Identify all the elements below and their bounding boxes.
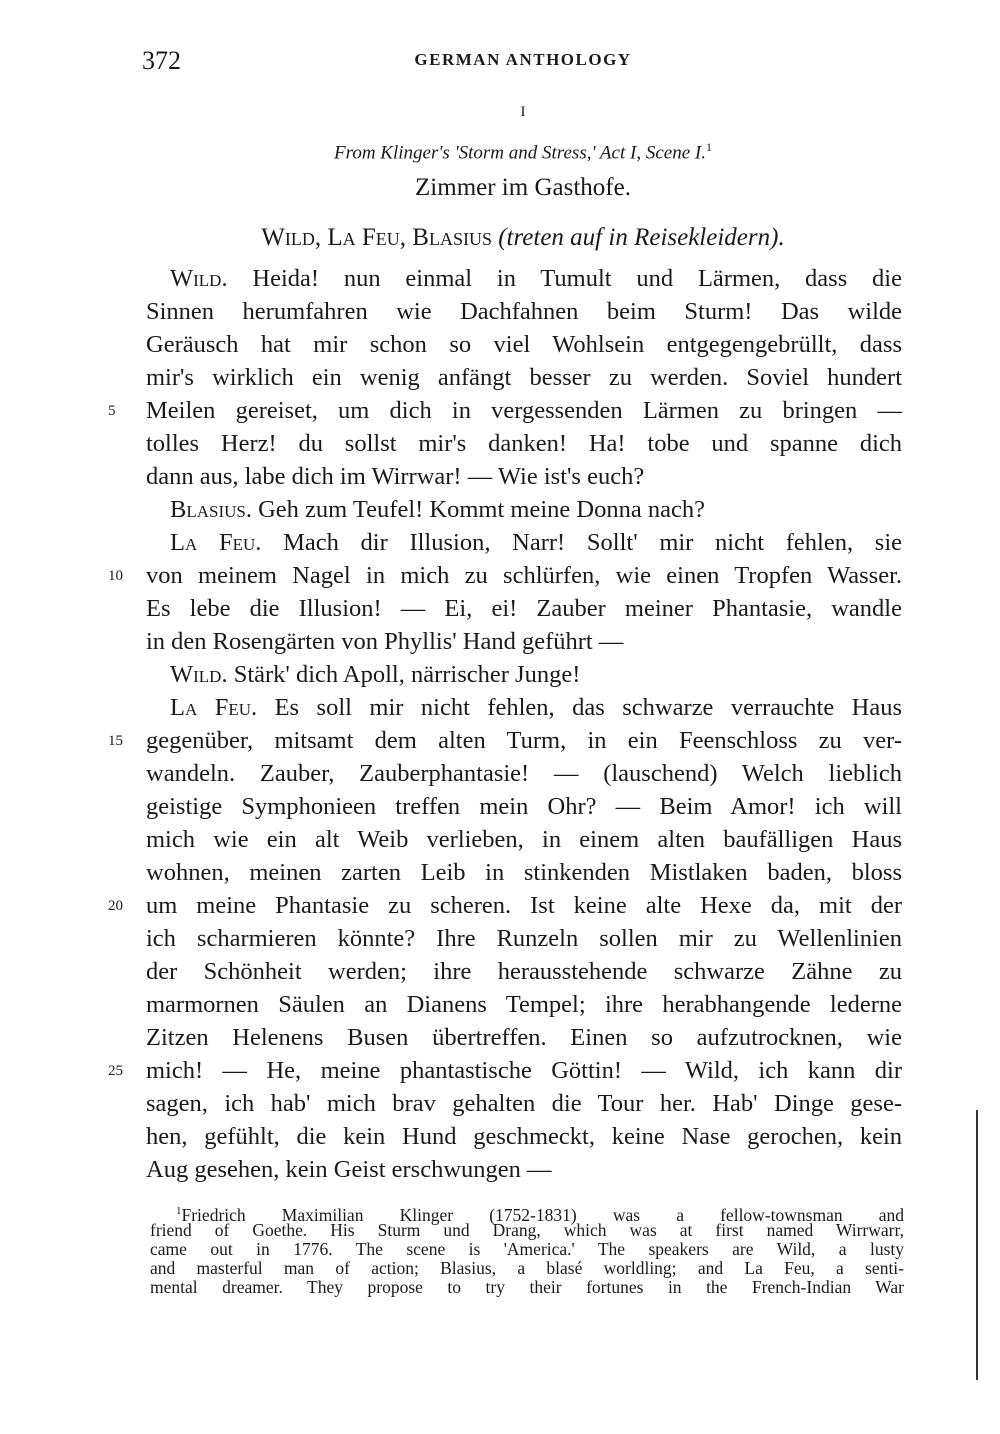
character-list (0, 224, 1000, 252)
text-line (146, 1120, 902, 1153)
speaker-name: Blasius. (170, 496, 252, 523)
line-text: Meilen gereiset, um dich in vergessenden Lärmen zu bringen — (146, 397, 902, 424)
text-line (146, 790, 902, 823)
speaker-name: La Feu. (170, 694, 258, 721)
text-line (108, 1054, 902, 1087)
line-number: 25 (108, 1063, 123, 1079)
footnote-line (150, 1278, 904, 1297)
footnote-line (150, 1202, 904, 1225)
line-text: mich wie ein alt Weib verlieben, in einem alten baufälligen Haus (146, 826, 902, 853)
speech-line (146, 658, 902, 691)
line-text: dann aus, labe dich im Wirrwar! — Wie ist's euch? (146, 463, 645, 490)
text-line (146, 592, 902, 625)
speech-line (146, 493, 902, 526)
source-text: From Klinger's 'Storm and Stress,' Act I, Scene I. (334, 142, 706, 164)
line-text: um meine Phantasie zu scheren. Ist keine alte Hexe da, mit der (146, 892, 902, 919)
line-text: gegenüber, mitsamt dem alten Turm, in ein Feenschloss zu ver- (146, 727, 902, 754)
stage-direction: (treten auf in Reisekleidern). (498, 224, 785, 251)
text-line (146, 460, 902, 493)
footnote-line (150, 1240, 904, 1259)
text-line (146, 856, 902, 889)
text-line (146, 328, 902, 361)
text-line (146, 922, 902, 955)
text-line (146, 1021, 902, 1054)
line-text: Stärk' dich Apoll, närrischer Junge! (233, 661, 581, 688)
footnote (150, 1202, 904, 1297)
page-header (142, 46, 904, 78)
line-number: 10 (108, 568, 123, 584)
footnote-text: and masterful man of action; Blasius, a blasé worldling; and La Feu, a senti- (150, 1258, 904, 1278)
text-line (146, 757, 902, 790)
footnote-text: friend of Goethe. His Sturm und Drang, which was at first named Wirrwarr, (150, 1220, 904, 1240)
text-line (108, 394, 902, 427)
text-line (146, 823, 902, 856)
line-text: Zitzen Helenens Busen übertreffen. Einen so aufzutrocknen, wie (146, 1024, 902, 1051)
line-text: in den Rosengärten von Phyllis' Hand geführt — (146, 628, 624, 655)
line-text: Geräusch hat mir schon so viel Wohlsein entgegengebrüllt, dass (146, 331, 902, 358)
line-text: Heida! nun einmal in Tumult und Lärmen, dass die (252, 265, 902, 292)
text-line (146, 361, 902, 394)
text-line (146, 1153, 902, 1186)
text-line (108, 559, 902, 592)
text-line (108, 889, 902, 922)
line-text: Aug gesehen, kein Geist erschwungen — (146, 1156, 552, 1183)
line-number: 5 (108, 403, 116, 419)
line-text: Es soll mir nicht fehlen, das schwarze verrauchte Haus (274, 694, 903, 721)
speaker-name: La Feu. (170, 529, 262, 556)
footnote-line (150, 1221, 904, 1240)
source-citation (0, 140, 1000, 164)
play-text (108, 262, 903, 1186)
line-number: 15 (108, 733, 123, 749)
line-text: geistige Symphonieen treffen mein Ohr? — Beim Amor! ich will (146, 793, 902, 820)
line-text: mich! — He, meine phantastische Göttin! — Wild, ich kann dir (146, 1057, 902, 1084)
line-text: Mach dir Illusion, Narr! Sollt' mir nicht fehlen, sie (283, 529, 902, 556)
margin-rule (976, 1110, 978, 1380)
text-line (146, 988, 902, 1021)
line-text: sagen, ich hab' mich brav gehalten die Tour her. Hab' Dinge gese- (146, 1090, 902, 1117)
line-text: mir's wirklich ein wenig anfängt besser zu werden. Soviel hundert (146, 364, 902, 391)
footnote-ref: 1 (705, 140, 712, 154)
footnote-mark: 1 (176, 1205, 182, 1217)
line-text: wandeln. Zauber, Zauberphantasie! — (lauschend) Welch lieblich (146, 760, 902, 787)
line-text: Geh zum Teufel! Kommt meine Donna nach? (258, 496, 705, 523)
speech-line (146, 526, 902, 559)
line-text: der Schönheit werden; ihre herausstehende schwarze Zähne zu (146, 958, 902, 985)
speaker-name: Wild. (170, 265, 228, 292)
text-line (146, 955, 902, 988)
speech-line (146, 262, 902, 295)
line-text: Sinnen herumfahren wie Dachfahnen beim Sturm! Das wilde (146, 298, 902, 325)
page-number: 372 (142, 46, 181, 75)
text-line (146, 427, 902, 460)
footnote-text: mental dreamer. They propose to try their fortunes in the French-Indian War (150, 1277, 904, 1297)
line-number: 20 (108, 898, 123, 914)
running-head: GERMAN ANTHOLOGY (414, 50, 632, 69)
text-line (108, 724, 902, 757)
footnote-text: came out in 1776. The scene is 'America.' The speakers are Wild, a lusty (150, 1239, 904, 1259)
line-text: Es lebe die Illusion! — Ei, ei! Zauber meiner Phantasie, wandle (146, 595, 902, 622)
section-number: I (520, 104, 526, 120)
footnote-line (150, 1259, 904, 1278)
line-text: ich scharmieren könnte? Ihre Runzeln sollen mir zu Wellenlinien (146, 925, 902, 952)
text-line (146, 1087, 902, 1120)
character-names: Wild, La Feu, Blasius (261, 224, 492, 251)
speaker-name: Wild. (170, 661, 228, 688)
text-line (146, 295, 902, 328)
line-text: tolles Herz! du sollst mir's danken! Ha! tobe und spanne dich (146, 430, 902, 457)
line-text: von meinem Nagel in mich zu schlürfen, wie einen Tropfen Wasser. (146, 562, 902, 589)
line-text: wohnen, meinen zarten Leib in stinkenden Mistlaken baden, bloss (146, 859, 902, 886)
line-text: marmornen Säulen an Dianens Tempel; ihre herabhangende lederne (146, 991, 902, 1018)
text-line (146, 625, 902, 658)
speech-line (146, 691, 902, 724)
line-text: hen, gefühlt, die kein Hund geschmeckt, keine Nase gerochen, kein (146, 1123, 902, 1150)
scene-title: Zimmer im Gasthofe. (415, 174, 631, 201)
footnote-text: Friedrich Maximilian Klinger (1752-1831) was a fellow-townsman and (181, 1204, 904, 1225)
